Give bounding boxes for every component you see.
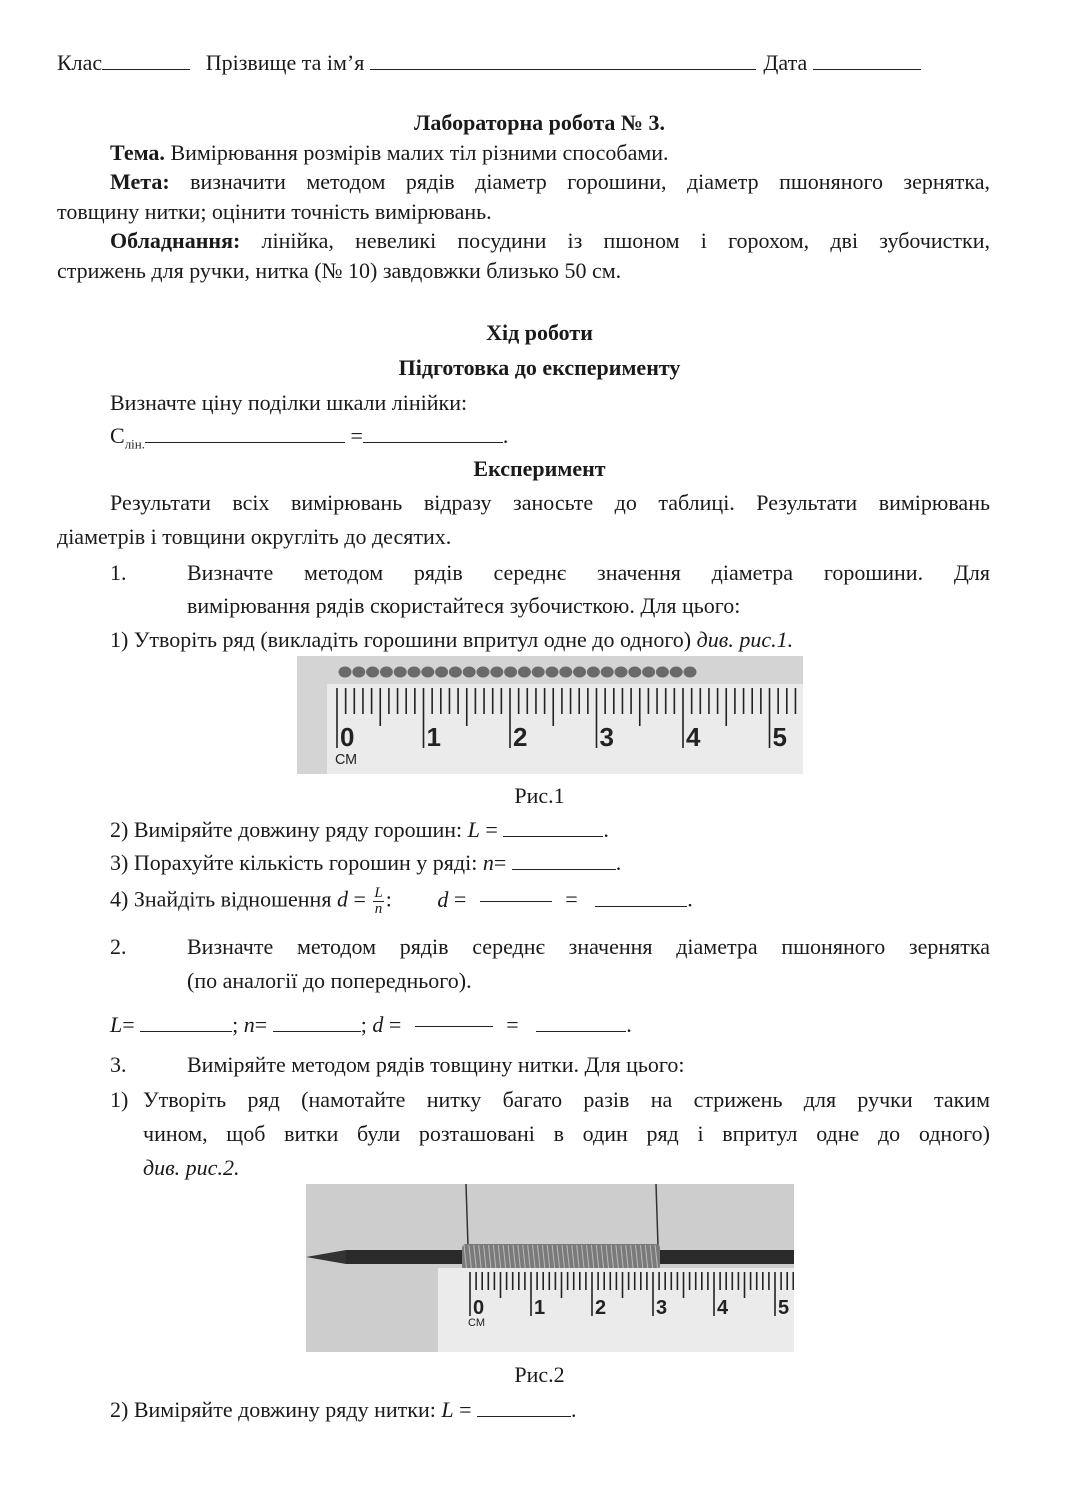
ruler-unit-label: СМ bbox=[335, 752, 358, 768]
task1-step3-text: Порахуйте кількість горошин у ряді: bbox=[133, 850, 478, 875]
equipment-label: Обладнання: bbox=[110, 228, 241, 253]
d-variable: d bbox=[437, 886, 449, 912]
task1-step2-num: 2) bbox=[110, 817, 129, 842]
task3-line1: Виміряйте методом рядів товщину нитки. Для цього: bbox=[187, 1052, 685, 1077]
ruler-label: 0 bbox=[473, 1297, 485, 1319]
procedure-heading: Хід роботи bbox=[486, 320, 593, 345]
ruler-label: 1 bbox=[534, 1297, 546, 1319]
task1-number: 1. bbox=[110, 560, 127, 585]
equals-sign: = bbox=[565, 886, 578, 912]
period: . bbox=[571, 1397, 577, 1422]
date-label: Дата bbox=[763, 50, 808, 75]
task1-step2-var: L bbox=[467, 817, 480, 842]
equals-sign: = bbox=[353, 886, 366, 912]
pea bbox=[490, 667, 503, 678]
period: . bbox=[626, 1012, 632, 1037]
goal-text-1: визначити методом рядів діаметр горошини, діаметр пшоняного зернятка, bbox=[190, 169, 991, 194]
c-subscript: лін. bbox=[124, 436, 145, 452]
period: . bbox=[502, 423, 509, 448]
millet-count-field[interactable] bbox=[273, 1013, 361, 1032]
task2-line2: (по аналогії до попереднього). bbox=[187, 968, 472, 993]
task1-line2: вимірювання рядів скористайтеся зубочисткою. Для цього: bbox=[187, 593, 741, 618]
colon: : bbox=[385, 886, 392, 912]
task1-line1: Визначте методом рядів середнє значення діаметра горошини. Для bbox=[187, 560, 990, 585]
lab-title: Лабораторна робота № 3. bbox=[413, 110, 666, 135]
pea-count-field[interactable] bbox=[512, 851, 616, 870]
pea bbox=[366, 667, 379, 678]
task1-step2 bbox=[110, 817, 609, 843]
equals-sign: = bbox=[350, 423, 363, 448]
period: . bbox=[603, 817, 609, 842]
equipment-text-1: лінійка, невеликі посудини із пшоном і горохом, дві зубочистки, bbox=[261, 228, 991, 253]
task1-step3 bbox=[110, 850, 621, 876]
task1-step2-text: Виміряйте довжину ряду горошин: bbox=[133, 817, 463, 842]
task1-step3-num: 3) bbox=[110, 850, 129, 875]
pea bbox=[628, 667, 641, 678]
ruler-label: 3 bbox=[656, 1297, 668, 1319]
equals-sign: = bbox=[122, 1012, 135, 1037]
ruler-label: 4 bbox=[686, 722, 701, 752]
pea bbox=[463, 667, 476, 678]
prep-instruction: Визначте ціну поділки шкали лінійки: bbox=[110, 390, 468, 415]
task3-step1-ref: див. рис.2. bbox=[143, 1155, 240, 1180]
pea bbox=[615, 667, 628, 678]
task1-line1-wrap bbox=[187, 560, 990, 586]
task3-number: 3. bbox=[110, 1052, 127, 1077]
task1-step1-text: Утворіть ряд (викладіть горошини впритул одне до одного) bbox=[133, 627, 692, 652]
c-symbol: С bbox=[110, 423, 125, 448]
task3-step2-num: 2) bbox=[110, 1397, 129, 1422]
topic-label: Тема. bbox=[110, 140, 165, 165]
ruler-1-body bbox=[327, 684, 803, 774]
pea bbox=[559, 667, 572, 678]
millet-length-field[interactable] bbox=[140, 1013, 232, 1032]
name-field[interactable] bbox=[370, 51, 756, 70]
pea bbox=[435, 667, 448, 678]
pea-diameter-field[interactable] bbox=[595, 888, 687, 907]
equipment-line2: стрижень для ручки, нитка (№ 10) завдовжки близько 50 см. bbox=[57, 258, 622, 283]
ruler-label: 0 bbox=[340, 722, 355, 752]
ruler-label: 5 bbox=[772, 722, 787, 752]
figure-2-caption: Рис.2 bbox=[514, 1362, 565, 1387]
header-line bbox=[57, 50, 921, 76]
date-field[interactable] bbox=[813, 51, 921, 70]
task2-number: 2. bbox=[110, 934, 127, 959]
topic-text: Вимірювання розмірів малих тіл різними способами. bbox=[170, 140, 669, 165]
pea bbox=[408, 667, 421, 678]
pea bbox=[380, 667, 393, 678]
millet-diameter-field[interactable] bbox=[536, 1013, 626, 1032]
pea bbox=[546, 667, 559, 678]
equals-sign: = bbox=[254, 1012, 268, 1037]
fraction-L-over-n bbox=[373, 886, 383, 917]
equipment-line1 bbox=[110, 228, 990, 254]
experiment-heading: Експеримент bbox=[473, 456, 606, 481]
pea bbox=[642, 667, 655, 678]
prep-heading: Підготовка до експерименту bbox=[398, 355, 681, 380]
figure-1-peas-ruler bbox=[297, 656, 803, 774]
pea bbox=[532, 667, 545, 678]
pea bbox=[449, 667, 462, 678]
ruler-label: 2 bbox=[595, 1297, 607, 1319]
ruler-label: 5 bbox=[778, 1297, 790, 1319]
pea bbox=[670, 667, 683, 678]
class-field[interactable] bbox=[102, 51, 190, 70]
goal-line1 bbox=[110, 169, 990, 195]
ruler-unit-label: СМ bbox=[468, 1317, 485, 1329]
class-label: Клас bbox=[57, 50, 103, 75]
L-variable: L bbox=[110, 1012, 123, 1037]
fraction-numerator: L bbox=[374, 885, 383, 901]
pea bbox=[339, 667, 352, 678]
equals-sign: = bbox=[459, 1397, 472, 1422]
pea bbox=[684, 667, 697, 678]
pea bbox=[421, 667, 434, 678]
n-variable: n bbox=[243, 1012, 255, 1037]
pea bbox=[656, 667, 669, 678]
pea bbox=[587, 667, 600, 678]
separator: ; bbox=[232, 1012, 239, 1037]
pea bbox=[352, 667, 365, 678]
task3-step1-line1: Утворіть ряд (намотайте нитку багато разів на стрижень для ручки таким bbox=[143, 1087, 990, 1112]
separator: ; bbox=[360, 1012, 367, 1037]
equals-sign: = bbox=[453, 886, 467, 912]
task3-step1-line2: чином, щоб витки були розташовані в один ряд і впритул одне до одного) bbox=[143, 1121, 990, 1146]
fraction-denominator: n bbox=[374, 901, 383, 917]
goal-label: Мета: bbox=[110, 169, 170, 194]
ruler-label: 1 bbox=[426, 722, 441, 752]
task1-step4 bbox=[110, 886, 693, 917]
scale-expression-field[interactable] bbox=[145, 424, 345, 443]
pea bbox=[518, 667, 531, 678]
results-note-line2: діаметрів і товщини округліть до десятих. bbox=[57, 524, 452, 549]
task2-formula bbox=[110, 1012, 632, 1038]
period: . bbox=[615, 850, 622, 875]
pea-row-length-field[interactable] bbox=[503, 818, 603, 837]
scale-division-line bbox=[110, 423, 508, 452]
goal-line2: товщину нитки; оцінити точність вимірювань. bbox=[57, 199, 492, 224]
ruler-label: 2 bbox=[513, 722, 528, 752]
task1-step4-var: d bbox=[336, 886, 348, 912]
task1-step4-text: Знайдіть відношення bbox=[133, 886, 332, 912]
task1-step1-ref: див. рис.1. bbox=[696, 627, 794, 652]
scale-value-field[interactable] bbox=[363, 424, 503, 443]
thread-row-length-field[interactable] bbox=[477, 1398, 571, 1417]
task1-step1 bbox=[110, 627, 793, 653]
task3-step1-line2-wrap bbox=[143, 1121, 990, 1147]
results-note-line1 bbox=[110, 490, 990, 516]
results-note-text-1: Результати всіх вимірювань відразу заносьте до таблиці. Результати вимірювань bbox=[110, 490, 990, 515]
task3-step1-line1-wrap bbox=[143, 1087, 990, 1113]
pea bbox=[477, 667, 490, 678]
task3-step2-var: L bbox=[441, 1397, 454, 1422]
equals-sign: = bbox=[388, 1012, 402, 1037]
ruler-label: 4 bbox=[717, 1297, 729, 1319]
pea bbox=[394, 667, 407, 678]
equals-sign: = bbox=[506, 1012, 519, 1037]
task1-step1-num: 1) bbox=[110, 627, 129, 652]
equals-sign: = bbox=[485, 817, 498, 842]
d-variable: d bbox=[372, 1012, 384, 1037]
figure-2-thread-ruler bbox=[306, 1184, 794, 1352]
task1-step3-var: n bbox=[482, 850, 494, 875]
thread-coil bbox=[462, 1244, 660, 1270]
pea bbox=[573, 667, 586, 678]
pea bbox=[601, 667, 614, 678]
task3-step2-text: Виміряйте довжину ряду нитки: bbox=[133, 1397, 436, 1422]
fraction-field[interactable] bbox=[480, 901, 552, 902]
pea bbox=[504, 667, 517, 678]
equals-sign: = bbox=[493, 850, 507, 875]
task1-step4-num: 4) bbox=[110, 886, 129, 912]
ruler-label: 3 bbox=[599, 722, 614, 752]
figure-1-caption: Рис.1 bbox=[514, 783, 565, 808]
name-label: Прізвище та ім’я bbox=[205, 50, 365, 75]
task2-line1-wrap bbox=[187, 934, 990, 960]
fraction-field[interactable] bbox=[415, 1026, 493, 1027]
period: . bbox=[687, 886, 693, 912]
task3-step2 bbox=[110, 1397, 577, 1423]
topic bbox=[110, 140, 669, 166]
task2-line1: Визначте методом рядів середнє значення діаметра пшоняного зернятка bbox=[187, 934, 990, 959]
task3-step1-num: 1) bbox=[110, 1087, 129, 1112]
